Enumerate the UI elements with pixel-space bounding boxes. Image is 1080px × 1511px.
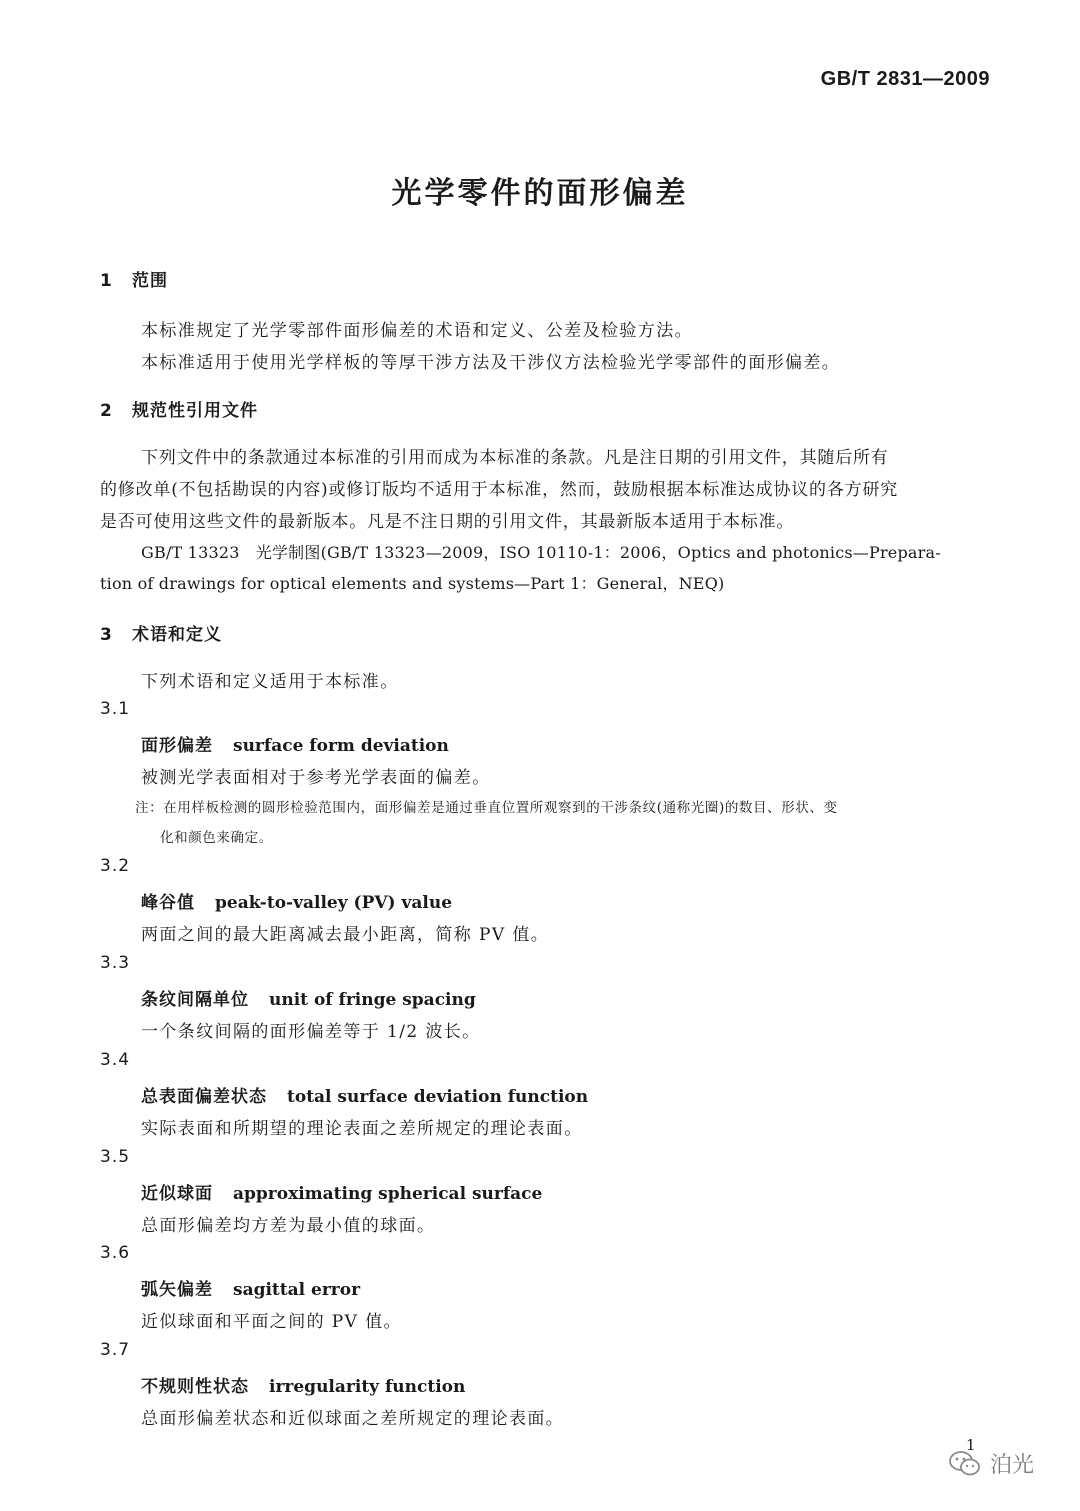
term-title: [141, 888, 452, 913]
term-en: sagittal error: [233, 1280, 361, 1300]
term-title: [141, 731, 449, 756]
term-zh: 总表面偏差状态: [141, 1087, 267, 1107]
term-zh: 面形偏差: [141, 736, 213, 756]
clause-number: 3.1: [100, 699, 131, 719]
section-title: 范围: [132, 271, 168, 291]
page-number: 1: [966, 1436, 976, 1454]
term-zh: 条纹间隔单位: [141, 990, 249, 1010]
section-3-heading: [100, 620, 222, 645]
term-en: unit of fringe spacing: [269, 990, 476, 1010]
term-note-line-2: 化和颜色来确定。: [160, 830, 273, 846]
term-zh: 近似球面: [141, 1184, 213, 1204]
term-en: total surface deviation function: [287, 1087, 589, 1107]
section-1-heading: [100, 266, 168, 291]
clause-number: 3.5: [100, 1147, 131, 1167]
clause-number: 3.4: [100, 1050, 131, 1070]
section-title: 术语和定义: [132, 625, 222, 645]
normative-line-3: 是否可使用这些文件的最新版本。凡是不注日期的引用文件，其最新版本适用于本标准。: [100, 512, 795, 532]
watermark: [948, 1448, 1034, 1479]
term-definition: 实际表面和所期望的理论表面之差所规定的理论表面。: [141, 1119, 583, 1139]
term-en: irregularity function: [269, 1377, 466, 1397]
document-title: 光学零件的面形偏差: [391, 176, 689, 211]
term-title: [141, 1275, 360, 1300]
term-definition: 近似球面和平面之间的 PV 值。: [141, 1312, 402, 1332]
term-definition: 两面之间的最大距离减去最小距离，简称 PV 值。: [141, 925, 550, 945]
term-zh: 不规则性状态: [141, 1377, 249, 1397]
term-definition: 一个条纹间隔的面形偏差等于 1/2 波长。: [141, 1022, 481, 1042]
clause-number: 3.2: [100, 856, 131, 876]
term-en: surface form deviation: [233, 736, 449, 756]
standard-code: GB/T 2831—2009: [820, 68, 990, 90]
section-number: 3: [100, 625, 113, 645]
clause-number: 3.7: [100, 1340, 131, 1360]
section-number: 1: [100, 271, 113, 291]
normative-line-2: 的修改单(不包括勘误的内容)或修订版均不适用于本标准，然而，鼓励根据本标准达成协议的各方研究: [100, 480, 899, 500]
section-2-heading: [100, 396, 258, 421]
term-title: [141, 1372, 465, 1397]
normative-line-1: 下列文件中的条款通过本标准的引用而成为本标准的条款。凡是注日期的引用文件，其随后所有: [141, 448, 889, 468]
term-note-line-1: 注：在用样板检测的圆形检验范围内，面形偏差是通过垂直位置所观察到的干涉条纹(通称光圈)的数目、形状、变: [135, 800, 838, 816]
term-en: approximating spherical surface: [233, 1184, 543, 1204]
clause-number: 3.3: [100, 953, 131, 973]
scope-paragraph-2: 本标准适用于使用光学样板的等厚干涉方法及干涉仪方法检验光学零部件的面形偏差。: [141, 353, 841, 373]
section-title: 规范性引用文件: [132, 401, 258, 421]
term-zh: 峰谷值: [141, 893, 195, 913]
term-title: [141, 985, 476, 1010]
term-title: [141, 1179, 542, 1204]
term-definition: 被测光学表面相对于参考光学表面的偏差。: [141, 768, 491, 788]
watermark-text: 泊光: [990, 1453, 1035, 1478]
scope-paragraph-1: 本标准规定了光学零部件面形偏差的术语和定义、公差及检验方法。: [141, 321, 693, 341]
term-zh: 弧矢偏差: [141, 1280, 213, 1300]
reference-line-1: GB/T 13323 光学制图(GB/T 13323—2009，ISO 10110-1：2006，Optics and photonics—Prepara-: [141, 543, 941, 562]
term-definition: 总面形偏差状态和近似球面之差所规定的理论表面。: [141, 1409, 565, 1429]
term-en: peak-to-valley (PV) value: [215, 893, 453, 913]
reference-line-2: tion of drawings for optical elements and systems—Part 1：General，NEQ): [100, 574, 725, 593]
terms-intro: 下列术语和定义适用于本标准。: [141, 672, 399, 692]
wechat-icon: [948, 1450, 982, 1478]
term-definition: 总面形偏差均方差为最小值的球面。: [141, 1216, 436, 1236]
section-number: 2: [100, 401, 113, 421]
clause-number: 3.6: [100, 1243, 131, 1263]
term-title: [141, 1082, 588, 1107]
